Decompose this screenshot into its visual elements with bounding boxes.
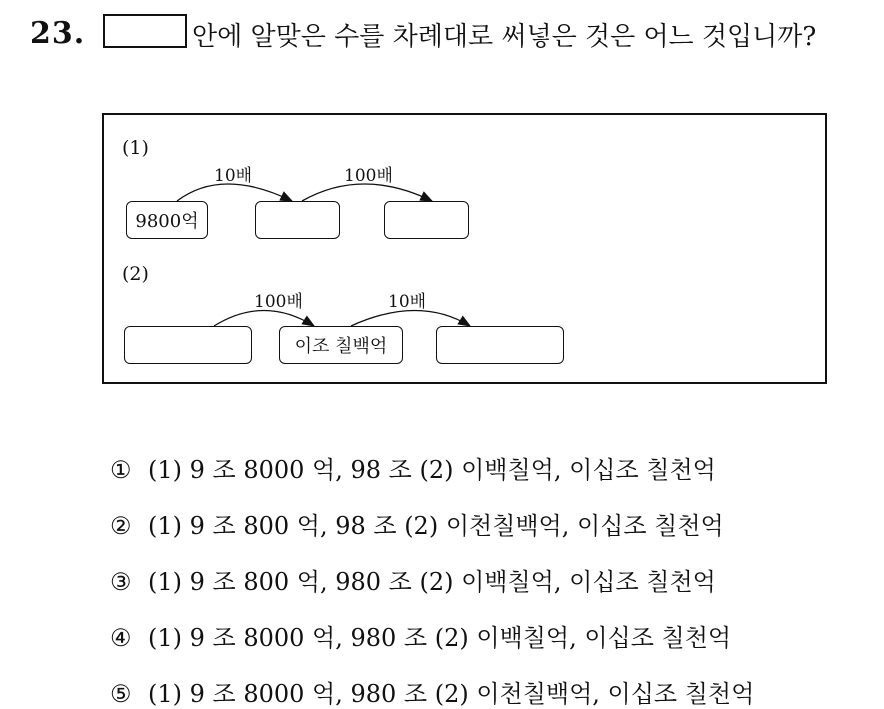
answer-blank-box — [103, 14, 187, 48]
part2-arrow1-label: 100배 — [254, 292, 303, 312]
choice-5[interactable] — [110, 674, 754, 709]
question-number: 23. — [30, 16, 86, 51]
part1-arrow1-label: 10배 — [214, 166, 253, 186]
part2-label: (2) — [122, 263, 149, 285]
choice-4-text: (1) 9 조 8000 억, 980 조 (2) 이백칠억, 이십조 칠천억 — [148, 624, 732, 652]
choice-4-mark: ④ — [110, 624, 132, 652]
part1-label: (1) — [122, 137, 149, 159]
diagram-box — [102, 113, 827, 384]
question-text: 안에 알맞은 수를 차례대로 써넣은 것은 어느 것입니까? — [192, 22, 817, 52]
choice-1[interactable] — [110, 450, 716, 485]
arrow-100x-part2 — [214, 311, 314, 327]
choice-2-mark: ② — [110, 512, 132, 540]
part1-arrow2-label: 100배 — [344, 166, 393, 186]
part2-middle-box: 이조 칠백억 — [279, 326, 403, 364]
choice-3-mark: ③ — [110, 568, 132, 596]
part2-blank-box-2 — [436, 326, 564, 364]
choice-3-text: (1) 9 조 800 억, 980 조 (2) 이백칠억, 이십조 칠천억 — [148, 568, 716, 596]
choice-5-text: (1) 9 조 8000 억, 980 조 (2) 이천칠백억, 이십조 칠천억 — [148, 680, 755, 708]
choice-3[interactable] — [110, 562, 716, 597]
choice-4[interactable] — [110, 618, 731, 653]
choice-1-text: (1) 9 조 8000 억, 98 조 (2) 이백칠억, 이십조 칠천억 — [148, 456, 716, 484]
part1-blank-box-2 — [384, 201, 469, 239]
choice-1-mark: ① — [110, 456, 132, 484]
part2-arrow2-label: 10배 — [388, 292, 427, 312]
arrow-10x-part2 — [351, 311, 470, 327]
choice-2-text: (1) 9 조 800 억, 98 조 (2) 이천칠백억, 이십조 칠천억 — [148, 512, 724, 540]
arrow-10x-part1 — [177, 184, 292, 201]
choice-2[interactable] — [110, 506, 724, 541]
part1-blank-box-1 — [255, 201, 340, 239]
choice-5-mark: ⑤ — [110, 680, 132, 708]
arrow-100x-part1 — [302, 184, 432, 201]
part2-blank-box-1 — [124, 326, 252, 364]
part1-start-box: 9800억 — [126, 201, 208, 239]
